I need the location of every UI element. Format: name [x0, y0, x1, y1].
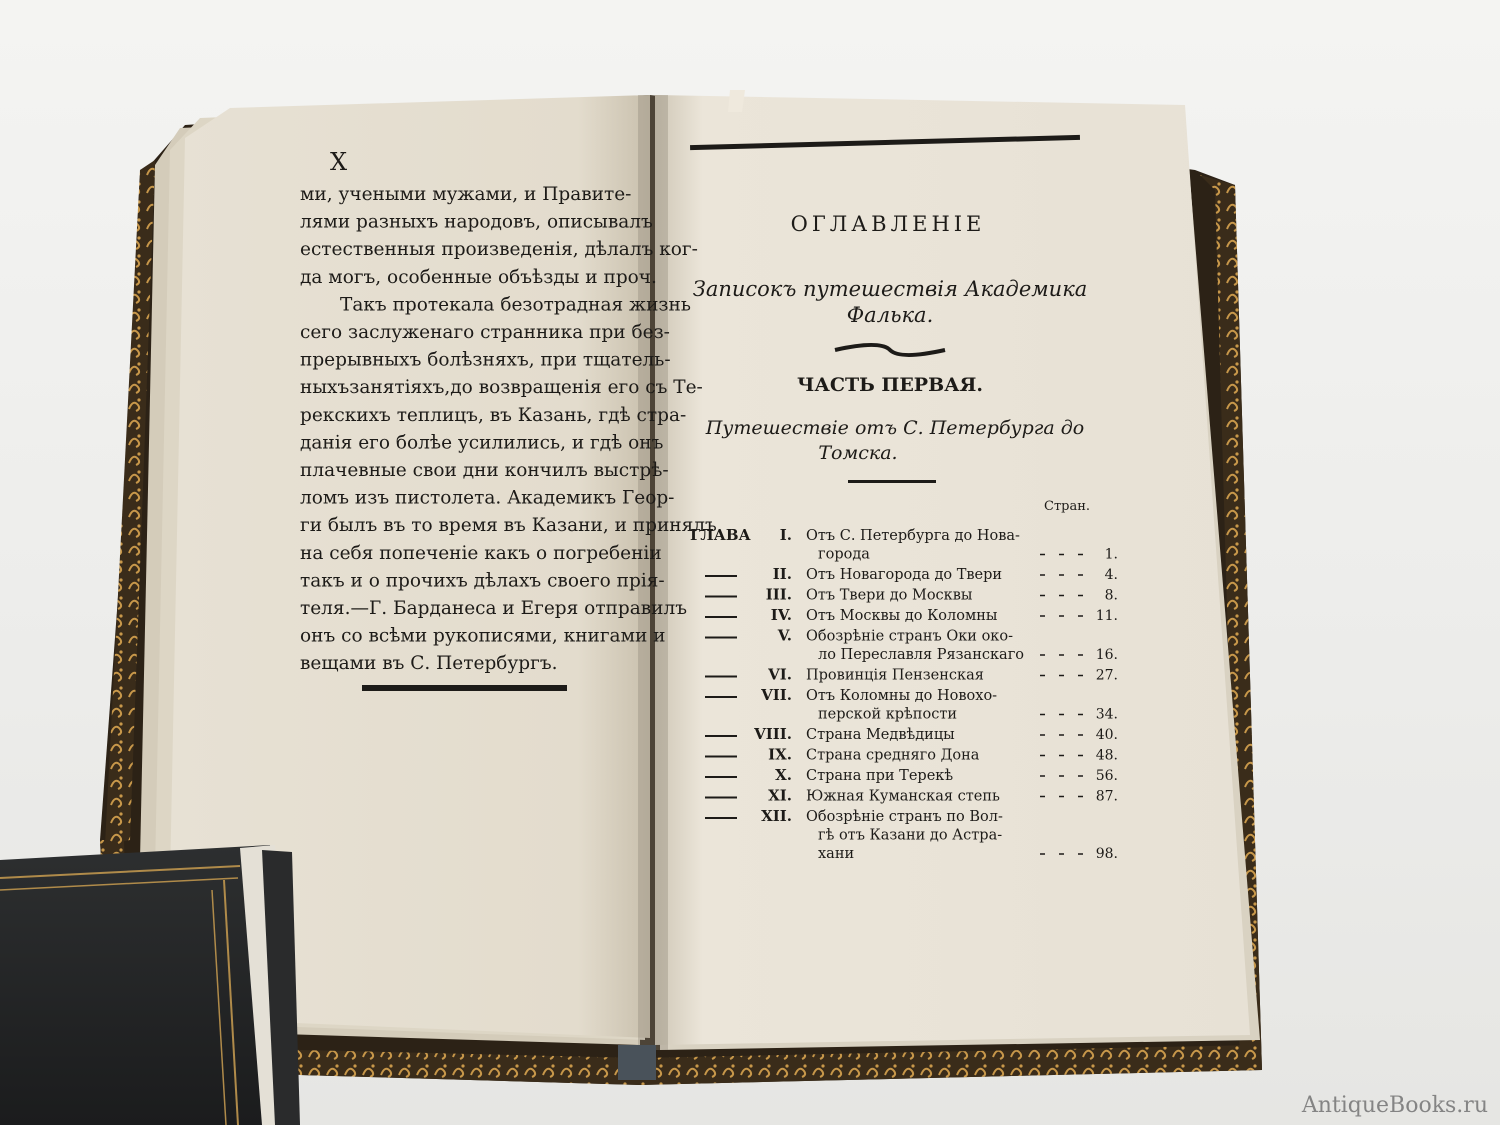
ditto-dash	[705, 596, 737, 598]
toc-page-number: 48.	[1095, 747, 1118, 764]
toc-title-line: Отъ Коломны до Новохо-	[806, 688, 998, 704]
toc-chapter-number: VIII.	[754, 725, 792, 743]
toc-chapter-number: X.	[775, 766, 792, 784]
watermark-text: AntiqueBooks.ru	[1301, 1093, 1488, 1118]
left-page-line: прерывныхъ болѣзняхъ, при тщатель-	[300, 349, 671, 371]
toc-title-line: Отъ Новагорода до Твери	[806, 567, 1003, 583]
toc-title-line: перской крѣпости	[818, 706, 958, 723]
left-page-line: ми, учеными мужами, и Правите-	[300, 184, 632, 205]
ditto-dash	[705, 817, 737, 819]
toc-chapter-number: III.	[765, 585, 792, 604]
left-page-rule	[362, 685, 567, 691]
left-page-line: да могъ, особенные объѣзды и проч.	[300, 266, 657, 288]
toc-chapter-number: IV.	[770, 606, 792, 624]
ditto-dash	[705, 756, 737, 758]
ditto-dash	[705, 797, 737, 799]
toc-page-number: 34.	[1095, 706, 1118, 723]
toc-page-number: 27.	[1095, 667, 1118, 684]
left-page-number: X	[330, 148, 348, 176]
toc-title-line: Страна Медвѣдицы	[806, 727, 955, 743]
toc-title-line: города	[818, 546, 870, 563]
toc-title-line: Страна при Терекѣ	[806, 768, 954, 784]
left-page-line: Такъ протекала безотрадная жизнь	[340, 294, 691, 316]
toc-chapter-number: IX.	[768, 745, 792, 764]
toc-page-number: 4.	[1104, 567, 1118, 583]
toc-title-line: Отъ Москвы до Коломны	[806, 608, 998, 624]
left-page-line: данія его болѣе усилились, и гдѣ онъ	[300, 432, 664, 454]
toc-title-line: Страна средняго Дона	[806, 747, 980, 764]
left-page-line: сего заслуженаго странника при без-	[300, 322, 670, 343]
ditto-dash	[705, 776, 737, 778]
ditto-dash	[705, 637, 737, 639]
toc-page-number: 56.	[1095, 768, 1118, 784]
short-rule	[848, 480, 936, 483]
left-page-line: ныхъзанятіяхъ,до возвращенія его съ Те-	[300, 377, 703, 399]
left-page-line: рекскихъ теплицъ, въ Казань, гдѣ стра-	[300, 404, 687, 426]
ditto-dash	[705, 735, 737, 737]
toc-title-line: ло Переславля Рязанскаго	[818, 647, 1025, 663]
toc-title-line: Отъ Твери до Москвы	[806, 587, 973, 604]
page-column-label: Стран.	[1044, 499, 1091, 514]
left-page-line: лями разныхъ народовъ, описывалъ	[300, 211, 653, 233]
toc-chapter-number: XI.	[768, 786, 792, 805]
left-page-line: плачевные свои дни кончилъ выстрѣ-	[300, 460, 669, 481]
ditto-dash	[705, 616, 737, 618]
toc-page-number: 98.	[1095, 846, 1118, 862]
toc-chapter-number: VI.	[768, 665, 792, 684]
left-page-line: вещами въ С. Петербургъ.	[300, 653, 558, 675]
journey-line1: Путешествіе отъ С. Петербурга до	[705, 417, 1085, 439]
left-page-line: естественныя произведенія, дѣлалъ ког-	[300, 239, 698, 261]
foreground-small-book	[0, 845, 300, 1125]
toc-subtitle-line1: Записокъ путешествія Академика	[692, 277, 1088, 301]
toc-chapter-number: XII.	[761, 807, 792, 825]
ditto-dash	[705, 575, 737, 577]
toc-heading: ОГЛАВЛЕНІЕ	[790, 212, 986, 236]
toc-title-line: Провинція Пензенская	[806, 667, 984, 684]
toc-page-number: 40.	[1095, 727, 1118, 743]
toc-title-line: Южная Куманская степь	[806, 788, 1000, 805]
toc-chapter-number: I.	[779, 526, 792, 544]
toc-chapter-number: V.	[777, 626, 792, 645]
chapter-word: ГЛАВА	[690, 526, 751, 544]
toc-subtitle-line2: Фалька.	[846, 303, 934, 327]
ditto-dash	[705, 696, 737, 698]
left-page-line: ги былъ въ то время въ Казани, и принялъ	[300, 515, 717, 537]
toc-title-line: гѣ отъ Казани до Астра-	[818, 827, 1003, 844]
left-page-line: такъ и о прочихъ дѣлахъ своего прія-	[300, 570, 665, 592]
left-page-line: ломъ изъ пистолета. Академикъ Геор-	[300, 487, 675, 509]
toc-chapter-number: II.	[772, 565, 792, 583]
toc-title-line: Обозрѣніе странъ по Вол-	[806, 809, 1003, 825]
toc-title-line: хани	[818, 846, 855, 862]
toc-page-number: 8.	[1104, 587, 1118, 604]
ditto-dash	[705, 676, 737, 678]
spine-headband	[618, 1045, 656, 1080]
toc-chapter-number: VII.	[761, 686, 792, 704]
toc-page-number: 11.	[1095, 608, 1118, 624]
left-page-line: онъ со всѣми рукописями, книгами и	[300, 625, 666, 647]
toc-title-line: Отъ С. Петербурга до Нова-	[806, 528, 1020, 544]
toc-page-number: 16.	[1095, 647, 1118, 663]
left-page-line: на себя попеченіе какъ о погребеніи	[300, 542, 662, 564]
left-page-line: теля.—Г. Барданеса и Егеря отправилъ	[300, 598, 688, 619]
toc-title-line: Обозрѣніе странъ Оки око-	[806, 628, 1013, 645]
toc-page-number: 1.	[1104, 546, 1118, 563]
toc-page-number: 87.	[1095, 788, 1118, 805]
part-title: ЧАСТЬ ПЕРВАЯ.	[797, 374, 983, 396]
journey-line2: Томска.	[818, 442, 898, 464]
